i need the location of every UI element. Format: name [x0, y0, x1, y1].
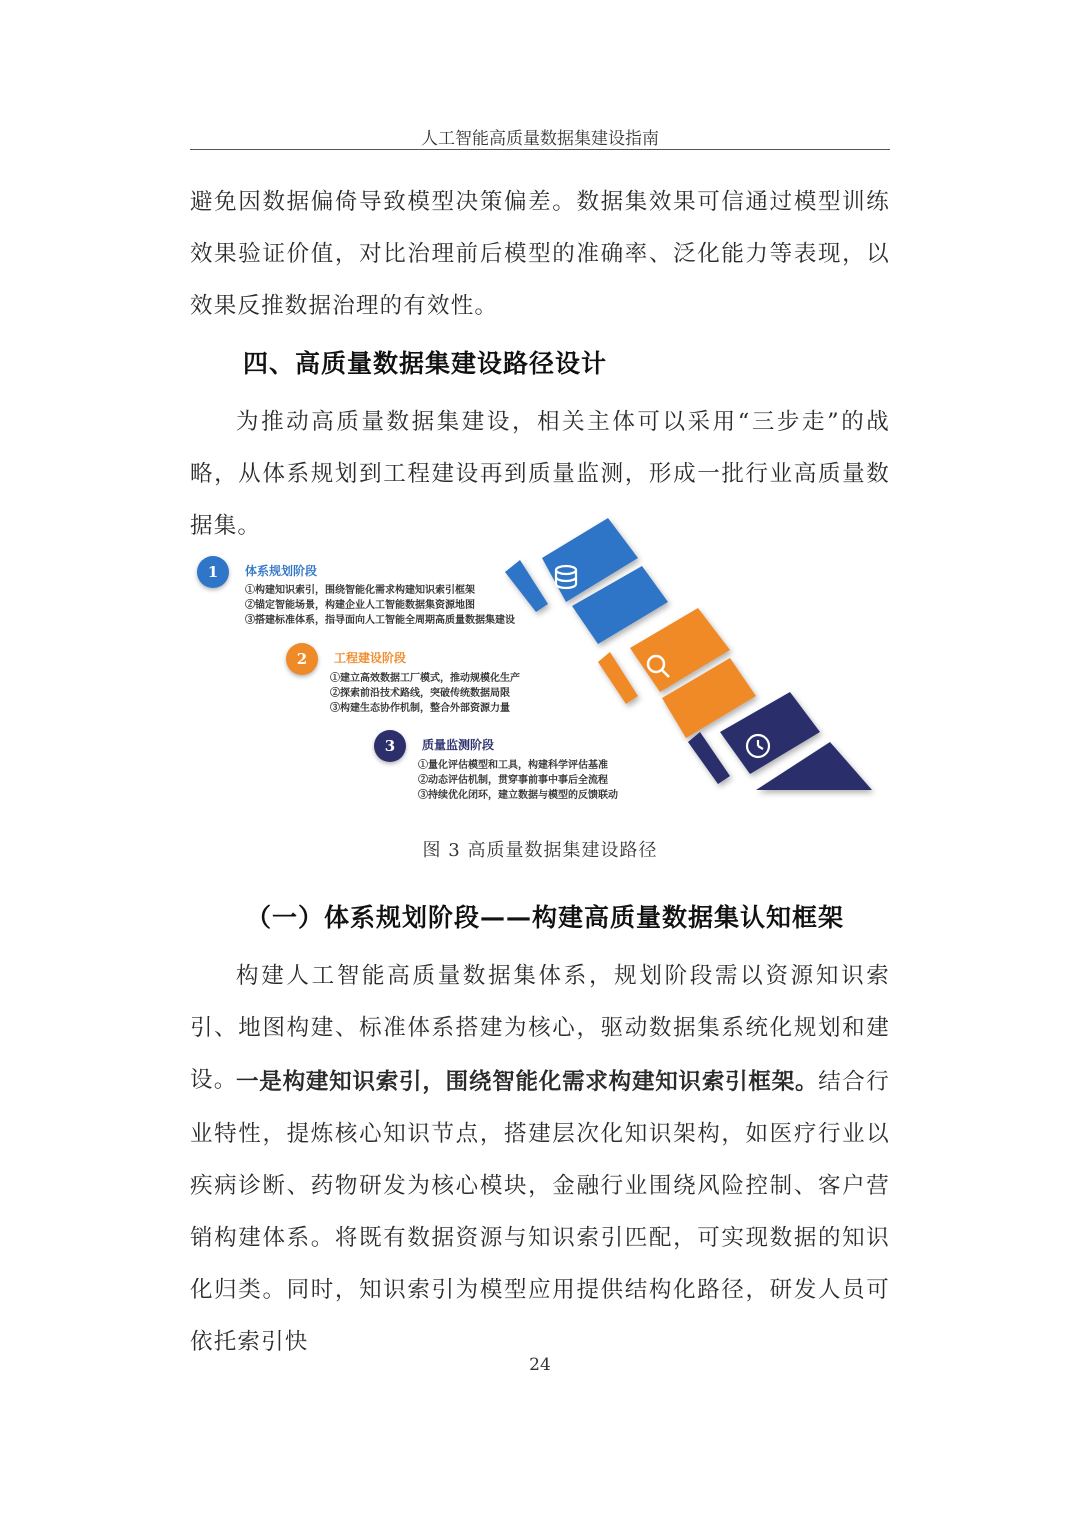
stage-2-item: ①建立高效数据工厂模式，推动规模化生产 — [330, 673, 520, 684]
stage-1-item: ③搭建标准体系，指导面向人工智能全周期高质量数据集建设 — [245, 615, 515, 626]
paragraph-3: 构建人工智能高质量数据集体系，规划阶段需以资源知识索引、地图构建、标准体系搭建为核心，驱动数据集系统化规划和建设。 — [190, 963, 890, 1093]
stage-2-arrow-chevron — [598, 652, 638, 704]
stage-2-number-badge: 2 — [286, 643, 318, 675]
section-heading: 四、高质量数据集建设路径设计 — [243, 349, 608, 378]
stage-1-item: ①构建知识索引，围绕智能化需求构建知识索引框架 — [245, 585, 475, 596]
stage-3-item: ③持续优化闭环，建立数据与模型的反馈联动 — [418, 790, 618, 801]
stage-1-title: 体系规划阶段 — [245, 564, 318, 578]
paragraph-4-body: 结合行业特性，提炼核心知识节点，搭建层次化知识架构，如医疗行业以疾病诊断、药物研发为核心模块，金融行业围绕风险控制、客户营销构建体系。将既有数据资源与知识索引匹配，可实现数据的知识化归类。同时，知识索引为模型应用提供结构化路径，研发人员可依托索引快 — [190, 1069, 890, 1355]
page-number: 24 — [529, 1355, 551, 1375]
stage-2-item: ②探索前沿技术路线，突破传统数据局限 — [330, 688, 510, 699]
paragraph-2: 为推动高质量数据集建设，相关主体可以采用“三步走”的战略，从体系规划到工程建设再到质量监测，形成一批行业高质量数据集。 — [190, 409, 890, 539]
stage-1-number-badge: 1 — [197, 556, 229, 588]
stage-3-arrow-chevron — [688, 732, 730, 784]
stage-3-item: ②动态评估机制，贯穿事前事中事后全流程 — [418, 775, 608, 786]
construction-path-figure — [190, 510, 890, 815]
stage-3-title: 质量监测阶段 — [422, 738, 495, 752]
stage-3-number-badge: 3 — [374, 730, 406, 762]
stage-3-item: ①量化评估模型和工具，构建科学评估基准 — [418, 760, 608, 771]
stage-2-item: ③构建生态协作机制，整合外部资源力量 — [330, 703, 510, 714]
figure-caption: 图 3 高质量数据集建设路径 — [422, 840, 658, 861]
running-header: 人工智能高质量数据集建设指南 — [421, 129, 659, 149]
paragraph-1: 避免因数据偏倚导致模型决策偏差。数据集效果可信通过模型训练效果验证价值，对比治理前后模型的准确率、泛化能力等表现，以效果反推数据治理的有效性。 — [190, 189, 890, 319]
stage-2-title: 工程建设阶段 — [334, 651, 407, 665]
paragraph-4-lead: 一是构建知识索引，围绕智能化需求构建知识索引框架。 — [236, 1069, 819, 1095]
header-rule — [190, 149, 890, 150]
stage-1-arrow-chevron — [505, 560, 548, 612]
subsection-heading: （一）体系规划阶段——构建高质量数据集认知框架 — [246, 903, 845, 932]
paragraph-4 — [190, 1056, 890, 1368]
stage-1-item: ②锚定智能场景，构建企业人工智能数据集资源地图 — [245, 600, 475, 611]
